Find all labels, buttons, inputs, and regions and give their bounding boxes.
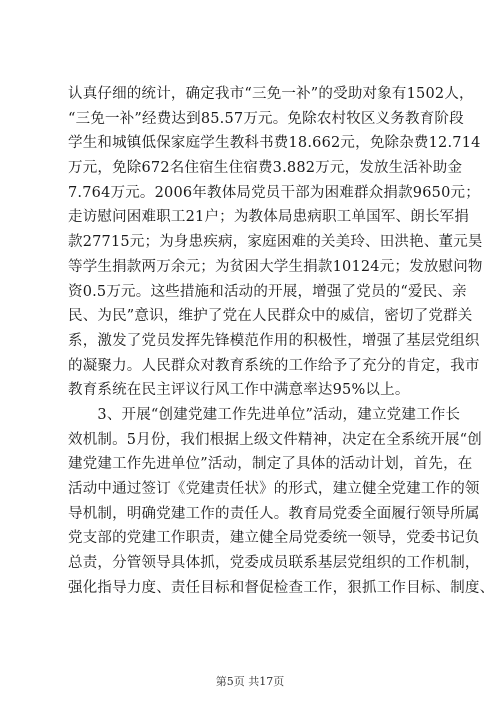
- text-line: 教育系统在民主评议行风工作中满意率达95%以上。: [68, 382, 410, 399]
- text-line: 的凝聚力。人民群众对教育系统的工作给予了充分的肯定，我市: [68, 357, 480, 374]
- text-line: 效机制。5月份，我们根据上级文件精神，决定在全系统开展“创: [68, 431, 482, 448]
- text-line: 资0.5万元。这些措施和活动的开展，增强了党员的“爱民、亲: [68, 283, 467, 300]
- text-line: 系，激发了党员发挥先锋模范作用的积极性，增强了基层党组织: [68, 332, 480, 349]
- page-indicator: 第5页 共17页: [215, 675, 285, 688]
- text-line: 万元，免除672名住宿生住宿费3.882万元，发放生活补助金: [68, 160, 463, 177]
- text-line: 导机制，明确党建工作的责任人。教育局党委全面履行领导所属: [68, 505, 480, 522]
- text-line: 党支部的党建工作职责，建立健全局党委统一领导，党委书记负: [68, 530, 480, 547]
- text-line: 民、为民”意识，维护了党在人民群众中的威信，密切了党群关: [68, 308, 473, 325]
- text-line: 3、开展“创建党建工作先进单位”活动，建立党建工作长: [68, 406, 461, 423]
- text-line: 认真仔细的统计，确定我市“三免一补”的受助对象有1502人，: [68, 86, 474, 102]
- text-line: 走访慰问困难职工21户；为教体局患病职工单国军、朗长军捐: [68, 209, 470, 226]
- text-line: 活动中通过签订《党建责任状》的形式，建立健全党建工作的领: [68, 481, 480, 497]
- text-line: 款27715元；为身患疾病，家庭困难的关美玲、田洪艳、董元昊: [68, 234, 483, 251]
- body-text: [68, 82, 495, 600]
- text-line: 强化指导力度、责任目标和督促检查工作，狠抓工作目标、制度、: [68, 579, 495, 596]
- text-line: 建党建工作先进单位”活动，制定了具体的活动计划，首先，在: [68, 456, 473, 473]
- text-line: 总责，分管领导具体抓，党委成员联系基层党组织的工作机制，: [68, 555, 480, 572]
- text-line: “三免一补”经费达到85.57万元。免除农村牧区义务教育阶段: [68, 110, 464, 127]
- text-line: 学生和城镇低保家庭学生教科书费18.662元，免除杂费12.714: [68, 135, 481, 152]
- text-line: 等学生捐款两万余元；为贫困大学生捐款10124元；发放慰问物: [68, 258, 483, 275]
- text-line: 7.764万元。2006年教体局党员干部为困难群众捐款9650元；: [68, 184, 480, 201]
